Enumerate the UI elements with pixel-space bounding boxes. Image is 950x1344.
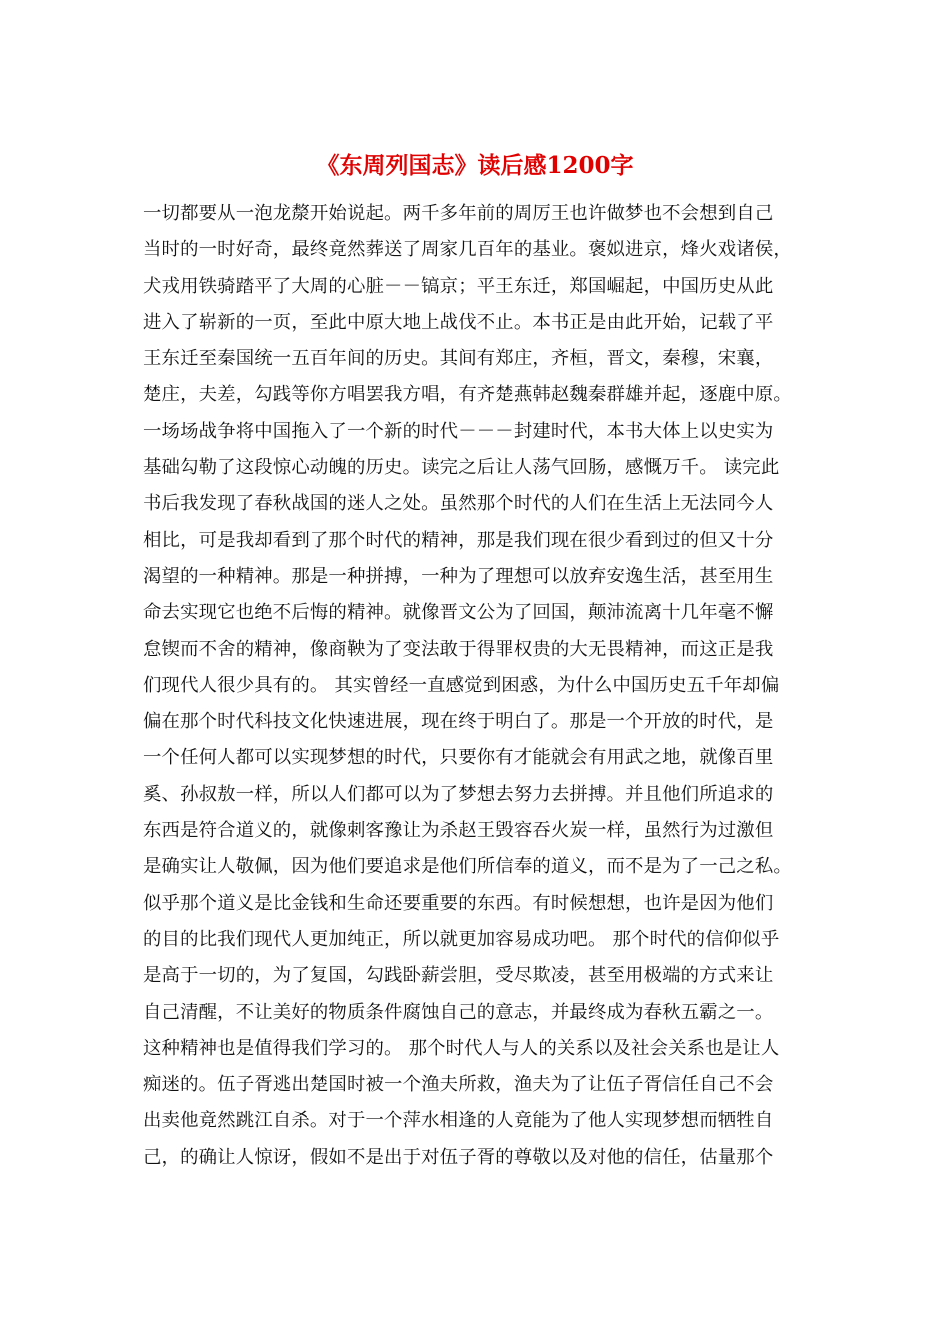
body-line: 一切都要从一泡龙漦开始说起。两千多年前的周厉王也许做梦也不会想到自己	[143, 203, 774, 224]
body-line: 这种精神也是值得我们学习的。 那个时代人与人的关系以及社会关系也是让人	[143, 1037, 780, 1059]
body-line: 王东迁至秦国统一五百年间的历史。其间有郑庄，齐桓，晋文，秦穆，宋襄，	[143, 348, 774, 370]
body-line: 痴迷的。伍子胥逃出楚国时被一个渔夫所救，渔夫为了让伍子胥信任自己不会	[143, 1074, 774, 1096]
body-line: 楚庄，夫差，勾践等你方唱罢我方唱，有齐楚燕韩赵魏秦群雄并起，逐鹿中原。	[143, 384, 792, 406]
body-line: 奚、孙叔敖一样，所以人们都可以为了梦想去努力去拼搏。并且他们所追求的	[143, 783, 774, 805]
body-line: 一场场战争将中国拖入了一个新的时代－－－封建时代，本书大体上以史实为	[143, 420, 774, 442]
body-line: 进入了崭新的一页，至此中原大地上战伐不止。本书正是由此开始，记载了平	[143, 311, 774, 333]
body-line: 犬戎用铁骑踏平了大周的心脏－－镐京；平王东迁，郑国崛起，中国历史从此	[143, 275, 774, 297]
body-line: 偏在那个时代科技文化快速进展，现在终于明白了。那是一个开放的时代，是	[143, 711, 774, 733]
body-line: 是确实让人敬佩，因为他们要追求是他们所信奉的道义，而不是为了一己之私。	[143, 856, 792, 878]
body-line: 怠锲而不舍的精神，像商鞅为了变法敢于得罪权贵的大无畏精神，而这正是我	[143, 638, 774, 660]
body-line: 命去实现它也绝不后悔的精神。就像晋文公为了回国，颠沛流离十几年毫不懈	[143, 602, 774, 624]
body-line: 基础勾勒了这段惊心动魄的历史。读完之后让人荡气回肠，感慨万千。 读完此	[143, 457, 780, 479]
body-line: 渴望的一种精神。那是一种拼搏，一种为了理想可以放弃安逸生活，甚至用生	[143, 565, 774, 587]
body-line: 一个任何人都可以实现梦想的时代，只要你有才能就会有用武之地，就像百里	[143, 747, 774, 769]
body-line: 相比，可是我却看到了那个时代的精神，那是我们现在很少看到过的但又十分	[143, 529, 774, 551]
body-line: 的目的比我们现代人更加纯正，所以就更加容易成功吧。 那个时代的信仰似乎	[143, 928, 780, 950]
document-body	[143, 196, 823, 1176]
document-title: 《东周列国志》读后感1200字	[316, 152, 634, 179]
body-line: 自己清醒，不让美好的物质条件腐蚀自己的意志，并最终成为春秋五霸之一。	[143, 1001, 774, 1023]
body-line: 当时的一时好奇，最终竟然葬送了周家几百年的基业。褒姒进京，烽火戏诸侯，	[143, 239, 792, 261]
body-line: 出卖他竟然跳江自杀。对于一个萍水相逢的人竟能为了他人实现梦想而牺牲自	[143, 1110, 774, 1132]
body-line: 己，的确让人惊讶，假如不是出于对伍子胥的尊敬以及对他的信任，估量那个	[143, 1146, 774, 1168]
body-line: 书后我发现了春秋战国的迷人之处。虽然那个时代的人们在生活上无法同今人	[143, 493, 774, 515]
body-line: 们现代人很少具有的。 其实曾经一直感觉到困惑，为什么中国历史五千年却偏	[143, 674, 780, 696]
body-line: 东西是符合道义的，就像刺客豫让为杀赵王毁容吞火炭一样，虽然行为过激但	[143, 820, 774, 842]
body-line: 是高于一切的，为了复国，勾践卧薪尝胆，受尽欺凌，甚至用极端的方式来让	[143, 965, 774, 987]
body-line: 似乎那个道义是比金钱和生命还要重要的东西。有时候想想，也许是因为他们	[143, 892, 774, 914]
